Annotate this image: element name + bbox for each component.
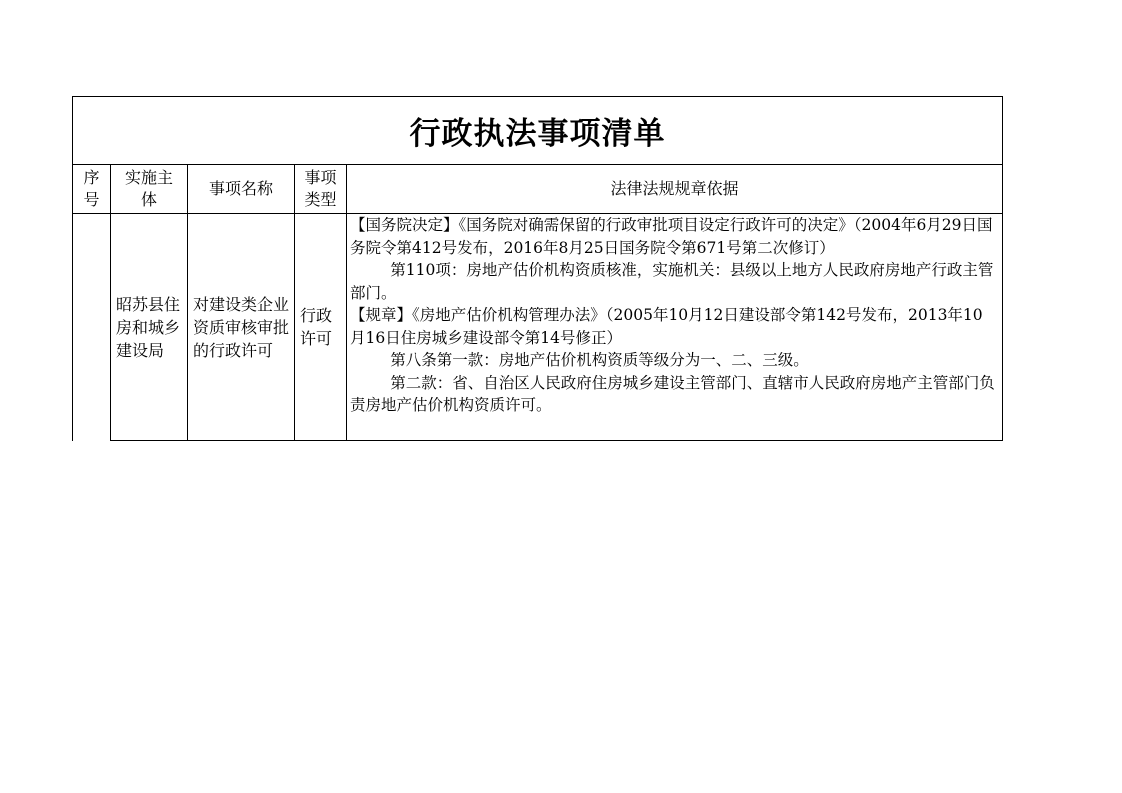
- header-basis: 法律法规规章依据: [347, 165, 1003, 214]
- title-row: [73, 97, 1003, 165]
- table-row: [73, 214, 1003, 441]
- row-seq: [73, 214, 111, 441]
- header-row: [73, 165, 1003, 214]
- row-subject: 昭苏县住房和城乡建设局: [111, 214, 188, 441]
- basis-regulation: 【规章】《房地产估价机构管理办法》（2005年10月12日建设部令第142号发布，2013年10月16日住房城乡建设部令第14号修正）: [350, 306, 983, 347]
- row-basis: [347, 214, 1003, 441]
- basis-item-110: 第110项：房地产估价机构资质核准，实施机关：县级以上地方人民政府房地产行政主管部门。: [350, 261, 994, 302]
- header-item-name: 事项名称: [188, 165, 295, 214]
- row-item-type: 行政许可: [295, 214, 347, 441]
- header-seq: 序号: [73, 165, 111, 214]
- basis-article-8-clause-2: 第二款：省、自治区人民政府住房城乡建设主管部门、直辖市人民政府房地产主管部门负责房地产估价机构资质许可。: [350, 373, 995, 414]
- enforcement-items-table: [72, 96, 1003, 441]
- header-subject: 实施主体: [111, 165, 188, 214]
- basis-article-8-clause-1: 第八条第一款：房地产估价机构资质等级分为一、二、三级。: [390, 351, 809, 369]
- sheet-title: 行政执法事项清单: [73, 97, 1003, 165]
- header-item-type: 事项类型: [295, 165, 347, 214]
- basis-decision: 【国务院决定】《国务院对确需保留的行政审批项目设定行政许可的决定》（2004年6月29日国务院令第412号发布，2016年8月25日国务院令第671号第二次修订）: [350, 216, 993, 257]
- row-item-name: 对建设类企业资质审核审批的行政许可: [188, 214, 295, 441]
